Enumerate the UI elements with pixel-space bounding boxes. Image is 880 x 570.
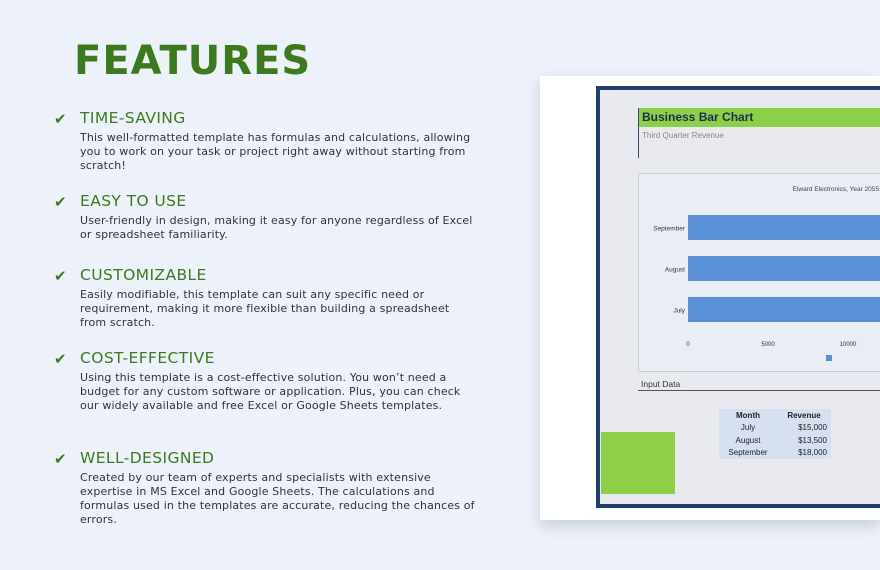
table-cell: July [740,423,756,433]
table-row [719,447,831,460]
category-label: August [664,266,685,274]
table-cell: August [735,435,761,445]
spreadsheet-preview [540,76,880,520]
input-data-underline [638,390,880,391]
x-tick-label: 5000 [761,342,775,348]
feature-title: EASY TO USE [80,192,187,210]
feature-description: Created by our team of experts and specialists with extensive expertise in MS Excel and Google Sheets. The calculations and formulas used in the templates are accurate, reducing the chances of errors. [80,471,475,526]
bar [688,297,880,322]
table-cell: September [728,448,768,458]
bar [688,256,880,281]
green-accent-square [601,432,675,494]
checkmark-icon: ✔ [54,110,67,128]
bar-chart [638,173,880,372]
feature-description: Using this template is a cost-effective solution. You won’t need a budget for any custom software or application. Plus, you can check our widely available and free Excel or Google Sheets templates. [80,371,461,412]
x-tick-label: 10000 [839,342,857,348]
input-data-label: Input Data [641,379,681,389]
chart-title: Elward Electronics, Year 2055 [792,186,879,193]
checkmark-icon: ✔ [54,193,67,211]
feature-description: This well-formatted template has formulas and calculations, allowing you to work on your task or project right away without starting from scratch! [80,131,471,172]
feature-title: WELL-DESIGNED [80,449,215,467]
sheet-title: Business Bar Chart [642,110,754,124]
table-row [719,422,831,435]
category-label: September [653,225,685,233]
feature-title: TIME-SAVING [80,109,186,127]
title-divider [638,108,639,158]
feature-description: Easily modifiable, this template can suit any specific need or requirement, making it more flexible than building a spreadsheet from scratch. [80,288,450,329]
table-row [719,434,831,447]
table-header: Month [736,410,760,420]
sheet-subtitle: Third Quarter Revenue [642,131,724,140]
table-cell: $18,000 [798,448,827,458]
table-cell: $15,000 [798,423,827,433]
table-header-row [719,409,831,422]
x-tick-label: 0 [686,342,690,348]
table-cell: $13,500 [798,435,827,445]
features-heading: FEATURES [74,38,312,84]
feature-description: User-friendly in design, making it easy for anyone regardless of Excel or spreadsheet familiarity. [80,214,473,241]
feature-title: COST-EFFECTIVE [80,349,215,367]
table-header: Revenue [787,410,821,420]
legend-swatch [826,355,832,361]
checkmark-icon: ✔ [54,350,67,368]
bar-chart-svg [639,174,880,373]
input-data-table [719,409,831,459]
sheet-frame [596,86,880,508]
category-label: July [673,307,685,315]
feature-title: CUSTOMIZABLE [80,266,207,284]
bar [688,215,880,240]
checkmark-icon: ✔ [54,267,67,285]
checkmark-icon: ✔ [54,450,67,468]
